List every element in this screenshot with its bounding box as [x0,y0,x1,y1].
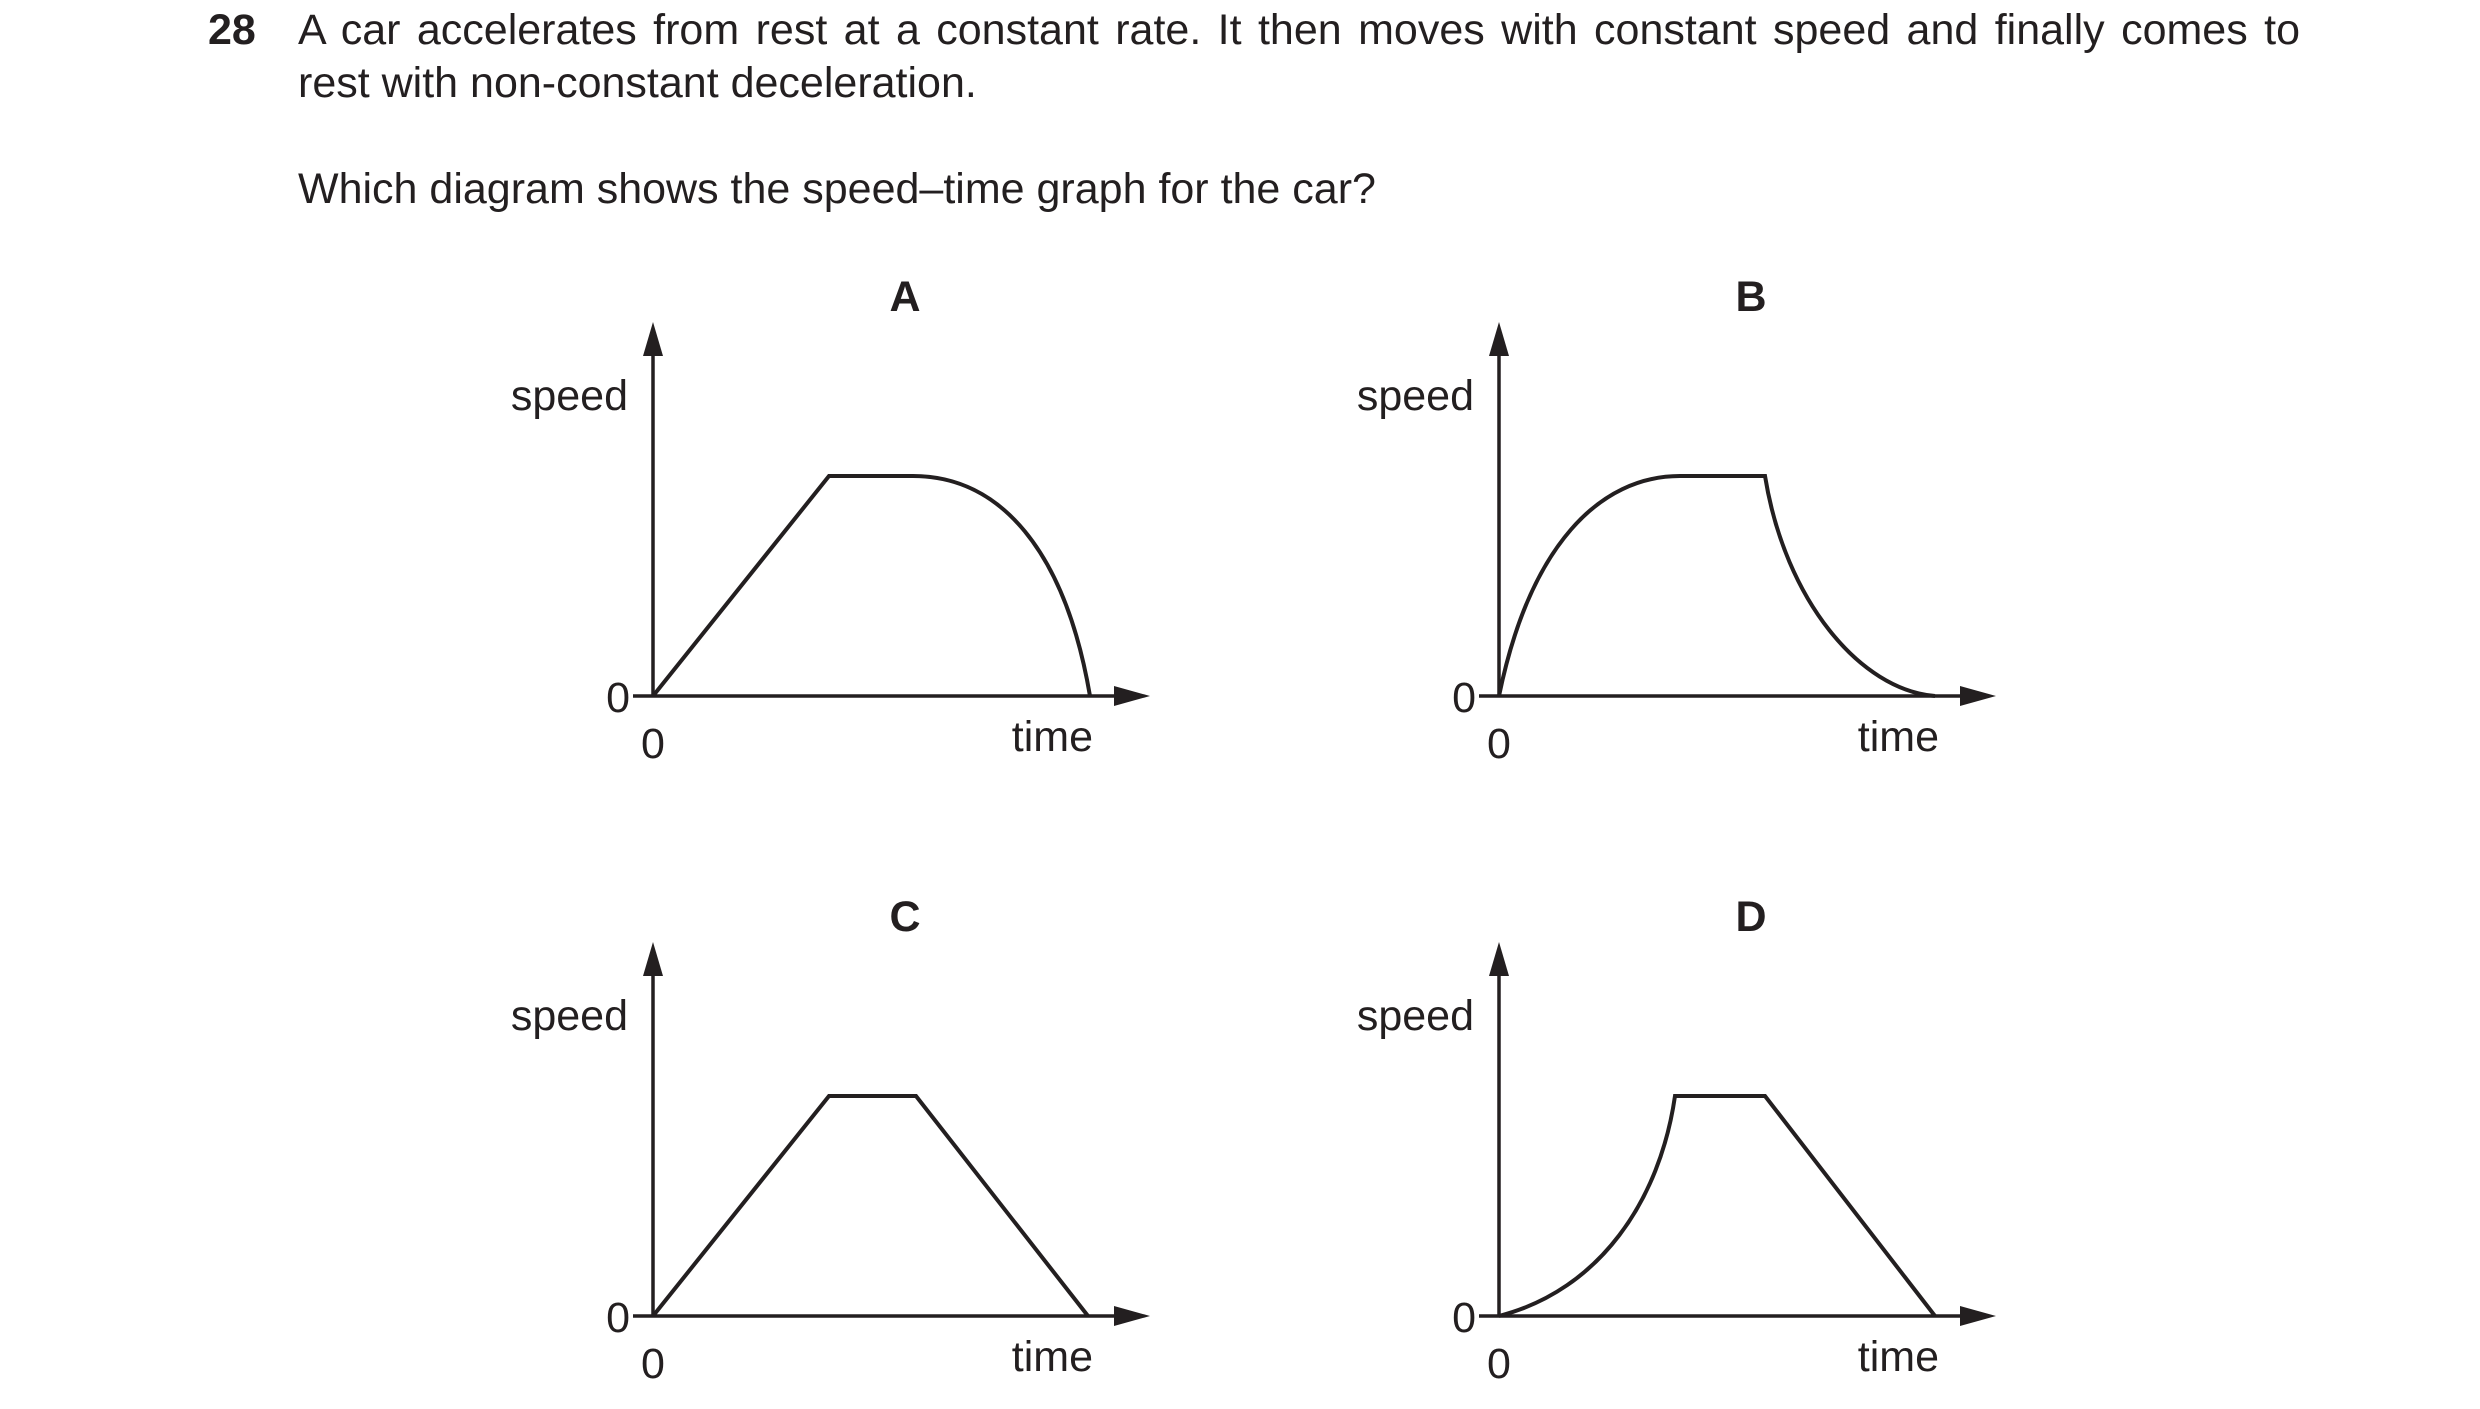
option-b-y-origin-label: 0 [1452,674,1476,722]
option-b-x-axis-arrowhead [1960,686,1996,706]
option-d-speed-curve [1499,1096,1935,1316]
option-a-y-origin-label: 0 [606,674,630,722]
question-prompt: Which diagram shows the speed–time graph for the car? [298,165,1376,213]
option-a-speed-curve [653,476,1090,696]
option-b-y-axis-arrowhead [1489,322,1509,356]
option-d-letter: D [1735,893,1767,941]
option-a-graph[interactable] [511,273,1150,768]
option-c-y-axis-arrowhead [643,942,663,976]
option-b-y-axis-label: speed [1356,372,1474,420]
option-c-x-origin-label: 0 [641,1340,665,1388]
option-b-graph[interactable] [1357,273,1996,768]
option-c-y-origin-label: 0 [606,1294,630,1342]
option-c-letter: C [889,893,921,941]
option-d-x-axis-arrowhead [1960,1306,1996,1326]
option-b-letter: B [1735,273,1767,321]
option-b-speed-curve [1499,476,1935,696]
option-c-graph[interactable] [511,893,1150,1388]
option-c-x-axis-label: time [1011,1333,1093,1381]
question-stem: A car accelerates from rest at a constant rate. It then moves with constant speed and finally comes to rest with non-constant deceleration. [298,6,2300,107]
option-a-letter: A [889,273,921,321]
option-c-speed-curve [653,1096,1088,1316]
option-c-y-axis-label: speed [510,992,628,1040]
option-a-x-axis-arrowhead [1114,686,1150,706]
option-c-x-axis-arrowhead [1114,1306,1150,1326]
option-a-y-axis-label: speed [510,372,628,420]
option-d-x-origin-label: 0 [1487,1340,1511,1388]
option-d-y-axis-label: speed [1356,992,1474,1040]
option-d-x-axis-label: time [1857,1333,1939,1381]
option-a-y-axis-arrowhead [643,322,663,356]
option-b-x-origin-label: 0 [1487,720,1511,768]
option-a-x-origin-label: 0 [641,720,665,768]
question-number: 28 [208,6,256,54]
option-d-y-origin-label: 0 [1452,1294,1476,1342]
option-d-y-axis-arrowhead [1489,942,1509,976]
option-a-x-axis-label: time [1011,713,1093,761]
option-b-x-axis-label: time [1857,713,1939,761]
option-d-graph[interactable] [1357,893,1996,1388]
